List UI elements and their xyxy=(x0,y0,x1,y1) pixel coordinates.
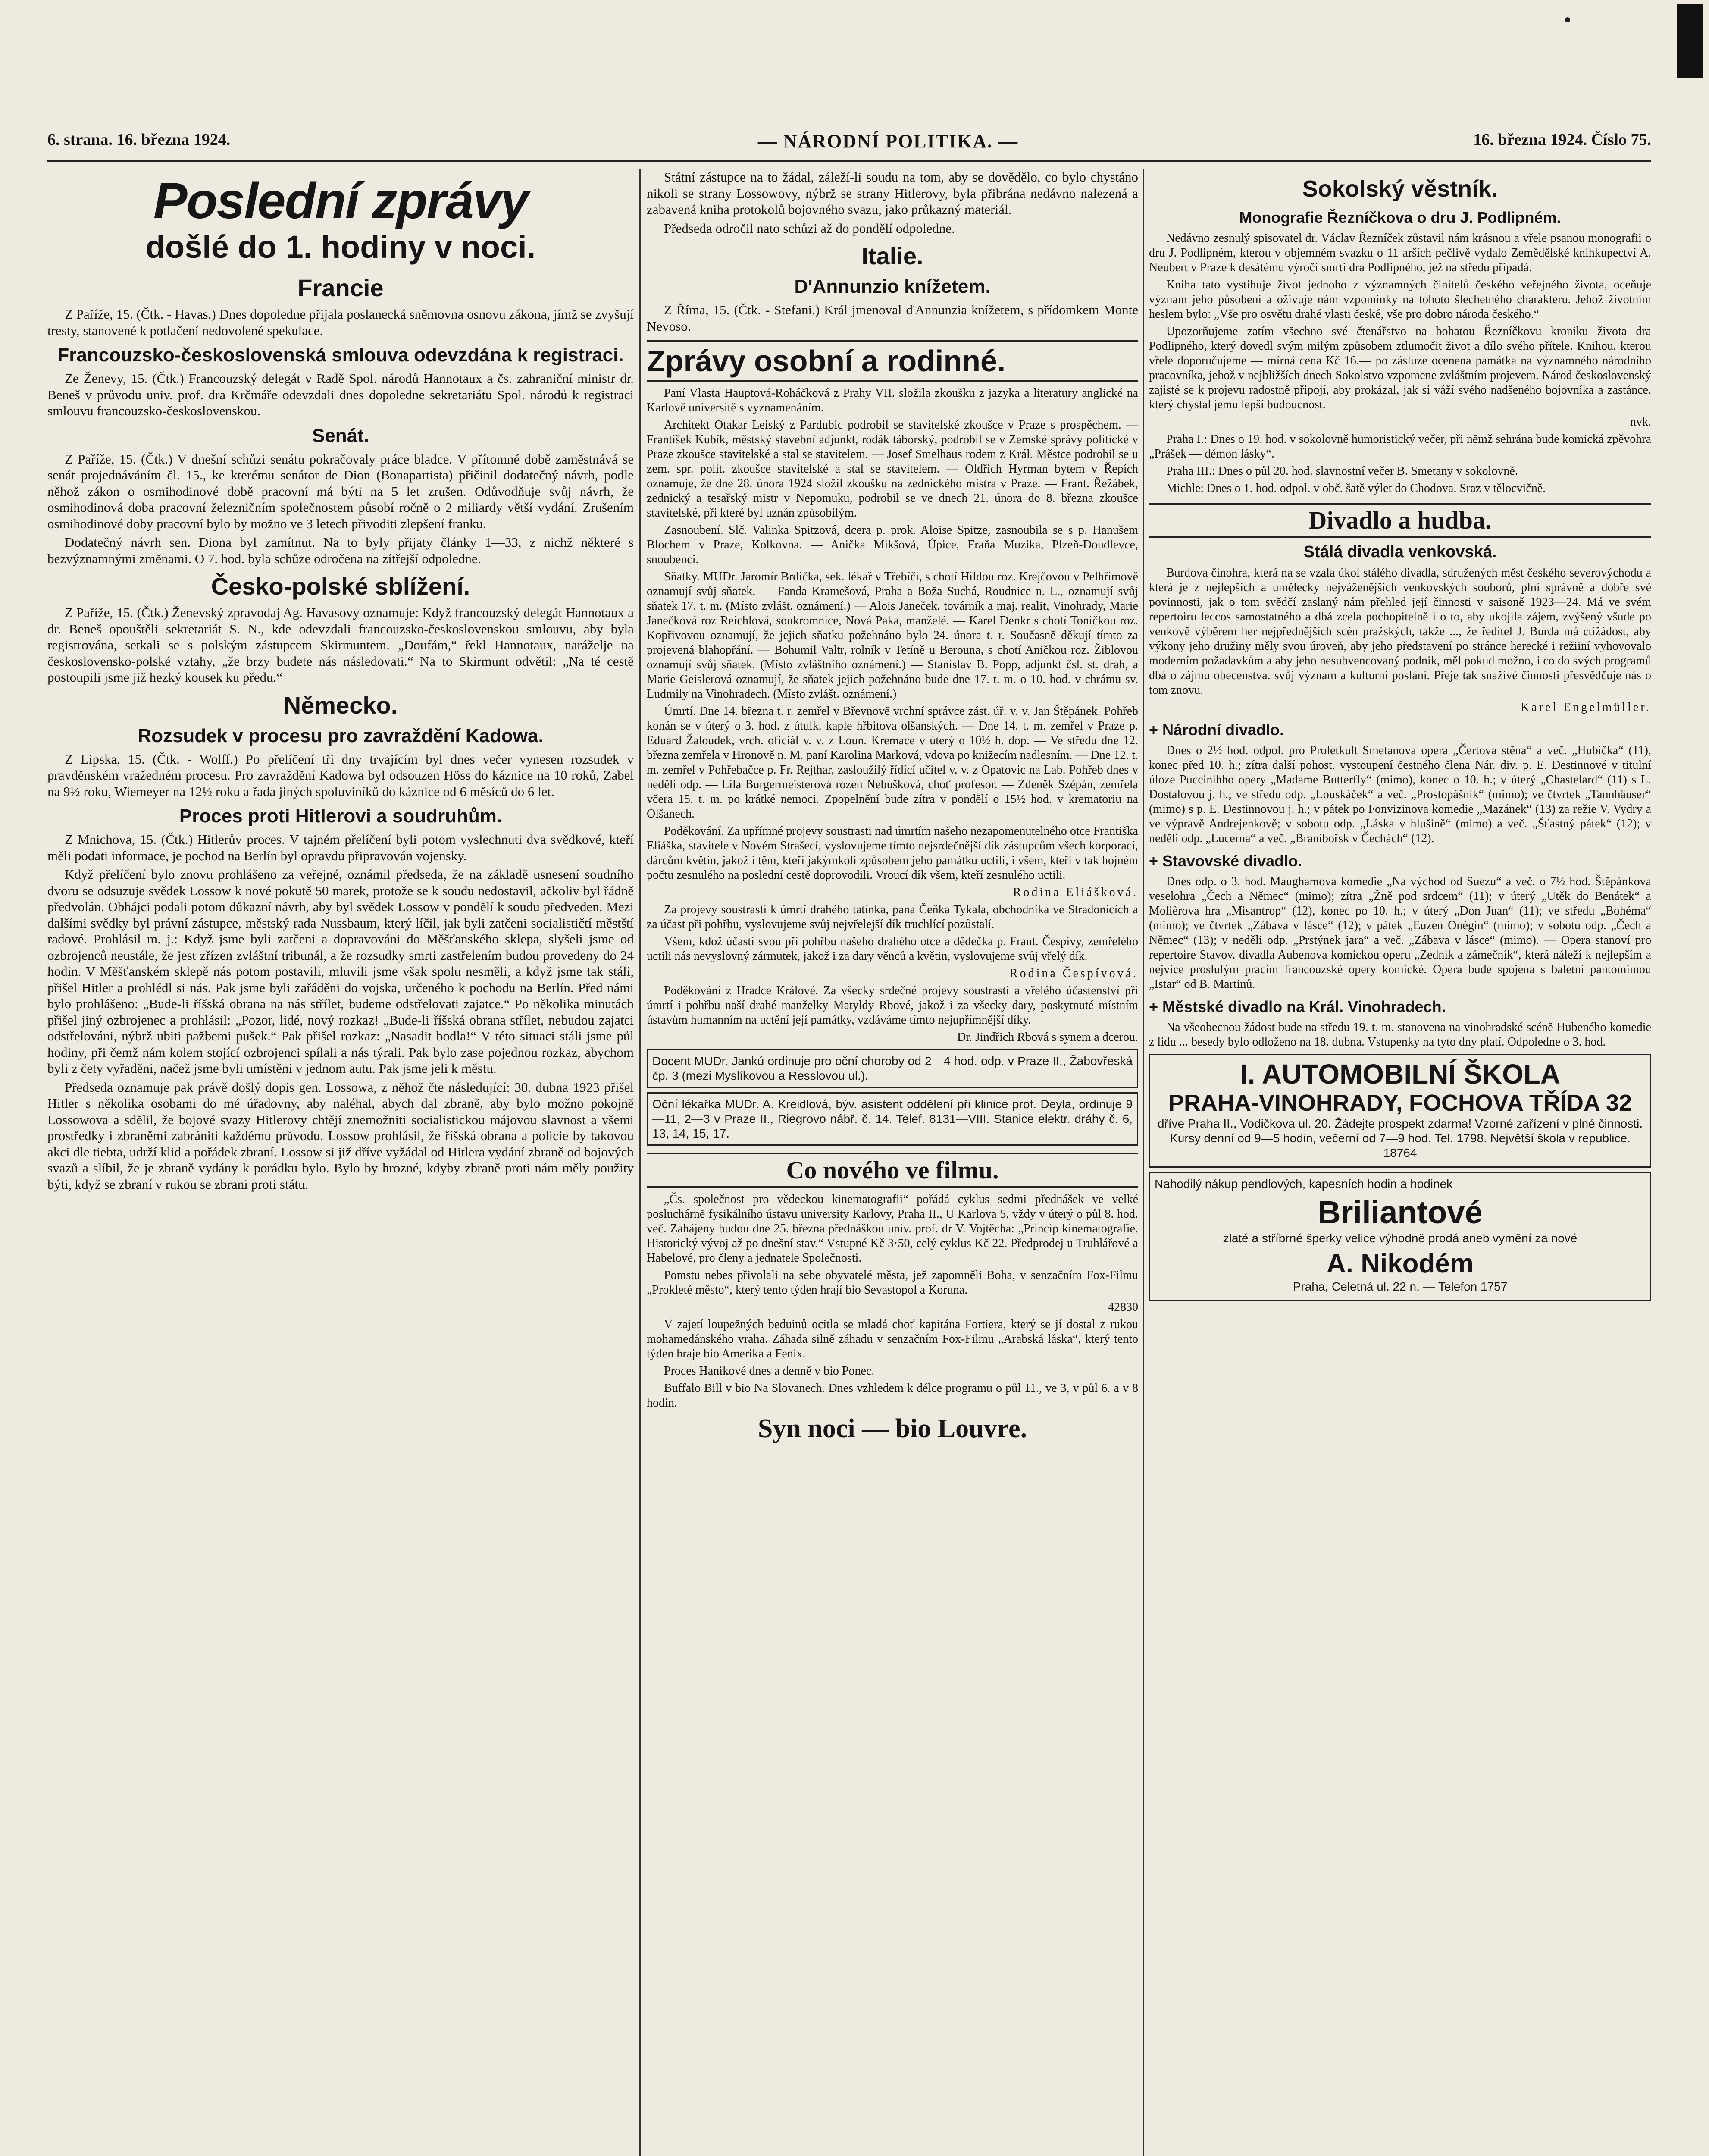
article-paragraph: Předseda oznamuje pak právě došlý dopis gen. Lossowa, z něhož čte následující: 30. dubna 1923 přišel Hitler s několika osobami do mé úřadovny, aby naléhal, abych dal zbraně, aby bylo možno pokojně Lossowova a sdělil, že bojové svazy Hitlerovy chtějí znemožniti socialistickou májovou slavnost a všemi prostředky i zbraněmi zabrániti každému průvodu. Lossow prohlásil, že říšská obrana a policie by takovou akci dle tiebta, udrží klid a pořádek zbraní. Lossow si již dříve vyžádal od Hitlera vydání zbraně od bojových svazů a slíbil, že je zbraně vydány k porádku bylo. Bylo by hrozné, kdyby zbraně proti nám měly použity býti, když se zbraní v rukou se zbrani proti státu. xyxy=(47,1079,634,1192)
page-header xyxy=(47,126,1651,162)
main-heading: Poslední zprávy xyxy=(153,172,528,229)
article-heading-dannunzio: D'Annunzio knížetem. xyxy=(794,276,991,297)
article-paragraph: Na všeobecnou žádost bude na středu 19. t. m. stanovena na vinohradské scéně Hubeného komedie z lidu ... besedy bylo odloženo na 18. dubna. Vstupenky na tyto dny platí. Odpoledne o 3. hod. xyxy=(1149,1021,1651,1049)
article-paragraph: Architekt Otakar Leiský z Pardubic podrobil se stavitelské zkoušce v Praze s prospěchem. — František Kubík, městský stavební adjunkt, rodák táborský, podrobil se v Zemské správy politické v Praze zkoušce stavitelské a stal se stavitelem. — Josef Smelhaus rodem z Král. Městce podrobil se u zem. spr. polit. zkoušce stavitelské a stal se stavitelem. — Oldřich Hyrman bytem v Řepích oznamuje, že dne 28. února 1924 složil zkoušku na zednického mistra v Praze. — Frant. Řežábek, zednický a tesařský mistr v Nepomuku, podrobil se ve dnech 21. února do 8. března zkoušce stavitelské, při které byl uznán způsobilým. xyxy=(647,418,1138,520)
article-paragraph: Z Říma, 15. (Čtk. - Stefani.) Král jmenoval d'Annunzia knížetem, s přídomkem Monte Nevoso. xyxy=(647,302,1138,334)
article-paragraph: Za projevy soustrasti k úmrtí drahého tatínka, pana Čeňka Tykala, obchodníka ve Stradonicích a za účast při pohřbu, vyslovujeme svůj nejvřelejší dík truchlící pozůstalí. xyxy=(647,903,1138,931)
article-paragraph: Dnes odp. o 3. hod. Maughamova komedie „Na východ od Suezu“ a več. o 7½ hod. Štěpánkova veselohra „Čech a Němec“ (mimo); zítra „Žně pod srdcem“ (11); v úterý „Utěk do Benátek“ a Molièrova hra „Misantrop“ (12), konec po 10. h.; v úterý „Don Juan“ (11); ve středu „Bohéma“ (mimo); ve čtvrtek „Zábava v lásce“ (12); v pátek „Euzen Onégin“ (mimo); v sobotu odp. „Čech a Němec“ (13); v neděli odp. „Prstýnek jara“ a več. „Zábava v lásce“ (mimo). — Opera stanoví pro repertoire Stavov. divadla Aubenova komickou operu „Zednik a zámečník“, která náleží k nejlepším a nejvíce proslulým pracím francouzské opery komické. Opera bude spojena s baletní pantomimou „Istar“ od B. Martinů. xyxy=(1149,875,1651,991)
ad-jeweller-address: Praha, Celetná ul. 22 n. — Telefon 1757 xyxy=(1293,1280,1508,1293)
article-heading-senate: Senát. xyxy=(312,425,369,446)
ad-louvre: Syn noci — bio Louvre. xyxy=(757,1414,1027,1443)
article-paragraph: Poděkování. Za upřímné projevy soustrasti nad úmrtím našeho nezapomenutelného otce Františka Eliáška, stavitele v Novém Strašecí, vyslovujeme tímto nejsrdečnější dík zástupcům všech korporací, dárcům květin, jakož i těm, kteří jakýmkoli způsobem jeho památku uctili, i všem, kteří v tak hojném počtu zesnulého na poslední cestě doprovodili. Vroucí dík všem, kteří zesnulého uctili. xyxy=(647,824,1138,882)
signature: Dr. Jindřich Rbová s synem a dcerou. xyxy=(957,1031,1138,1044)
article-heading-monograph: Monografie Řezníčkova o dru J. Podlipném. xyxy=(1239,209,1561,226)
article-paragraph: „Čs. společnost pro vědeckou kinematografii“ pořádá cyklus sedmi přednášek ve velké posluchárně fysikálního ústavu university Karlovy, Praha II., U Karlova 5, vždy v úterý o půl 8. hod. več. Zahájeny budou dne 25. března přednáškou univ. prof. dr V. Vojtěcha: „Princip kinematografie. Historický vývoj až po dnešní stav.“ Vstupné Kč 3·50, celý cyklus Kč 22. Předprodej u Truhlářové a Habelové, pro členy a jednatele Společnosti. xyxy=(647,1193,1138,1265)
article-paragraph: Když přelíčení bylo znovu prohlášeno za veřejné, oznámil předseda, že na základě usnesení soudního dvoru se odsuzuje svědek Lossow k nové pokutě 50 marek, protože se k soudu nedostavil, ačkoliv byl řádně předvolán. Obhájci podali potom důkazní návrh, aby byl svědek Lossow v pondělí k soudu předveden. Mezi dalšími svědky byl právní zástupce, městský rada Nussbaum, který líčil, jak byli zatčeni socialističtí městští radové. Prohlásil m. j.: Když jsme byli zatčeni a dopravováni do Měšťanského sklepa, slyšeli jsme od ozbrojenců neustále, že jest zřízen zvláštní tribunál, a že rozsudky smrti zastřelením budou provedeny do 24 hodin. V Měšťanském sklepě nás potom postavili, mluvili jsme však spolu nesměli, a když jsme tak stáli, přišel Hitler a prohlédl si nás. Pak jsme byli zařáděni do vojska, určeného k pochodu na Berlín. Před námi bylo prohlášeno: „Bude-li říšská obrana na nás střílet, budeme odstřelovati zajatce.“ Po několika minutách přišel jiný ozbrojenec a prohlásil: „Pozor, lidé, nový rozkaz! „Bude-li říšská obrana střílet, nebudou zajatci odstřelováni, nýbrž ubiti pažbemi pušek.“ Pak přišel rozkaz: „Nasadit bodla!“ V této situaci stáli jsme půl hodiny, při čemž nám kolem stojící ozbrojenci spílali a nás týrali. Pak bylo zase pojednou rozkaz, abychom byli z čety vyřaděni, načež jsme byli umístěni v jednom autu. Pak jsme jeli k městu. xyxy=(47,867,634,1076)
article-paragraph: Sňatky. MUDr. Jaromír Brdička, sek. lékař v Třebíči, s chotí Hildou roz. Krejčovou v Pelhřimově oznamují svůj sňatek. — Fanda Kramešová, Praha a Boža Suchá, Roudnice n. L., oznamují svůj sňatek 17. t. m. (Místo zvlášt. oznámení.) — Alois Janeček, továrník a maj. realit, Vinohrady, Marie Janečková roz Reichlová, soukromnice, Nová Paka, manželé. — Karel Denkr s chotí Toničkou roz. Kopřivovou oznamují, že jejich sňatku požehnáno bylo 24. února t. r. Současně děkují tímto za projevená blahopřání. — Bohumil Valtr, rolník v Tetíně u Berouna, s chotí Aničkou roz. Žiblovou oznamují svůj sňatek. (Místo zvláštního oznámení.) — Stanislav B. Popp, adjunkt čsl. st. drah, a Marie Geislerová oznamují, že sňatek jejich požehnáno bude dne 17. t. m. o 10. hod. v chrámu sv. Ludmily na Vinohradech. (Místo zvlášt. oznámení.) xyxy=(647,570,1138,701)
article-paragraph: Z Lipska, 15. (Čtk. - Wolff.) Po přelíčení tři dny trvajícím byl dnes večer vynesen rozsudek v pravděnském vražedném procesu. Pro zavraždění Kadowa byl odsouzen Höss do káznice na 10 roků, Zabel na 9½ roku, Wiemeyer na 12½ roku a řada jiných spoluviníků do káznice od 6 měsíců do 6 let. xyxy=(47,751,634,799)
section-heading-personal: Zprávy osobní a rodinné. xyxy=(647,340,1138,382)
article-paragraph: Státní zástupce na to žádal, záleží-li soudu na tom, aby se dovědělo, co bylo chystáno nikoli se strany Lossowovy, nýbrž se strany Hitlerovy, byla přibrána nedávno nalezená a zabavená kniha protokolů bojovného svazu, jako průkazný materiál. xyxy=(647,169,1138,217)
signature: nvk. xyxy=(1630,415,1651,429)
scan-dot-mark xyxy=(1565,17,1570,22)
column-latest-news xyxy=(47,169,634,2156)
column-sokol-theatre xyxy=(1149,169,1651,2156)
article-heading-kadow: Rozsudek v procesu pro zavraždění Kadowa. xyxy=(138,725,544,746)
article-paragraph: Z Mnichova, 15. (Čtk.) Hitlerův proces. V tajném přelíčení byli potom vyslechnuti dva svědkové, kteří měli podati informace, je pochod na Berlín byl opravdu připravován vojensky. xyxy=(47,832,634,863)
article-heading-estates-theatre: + Stavovské divadlo. xyxy=(1149,852,1302,870)
article-paragraph: Poděkování z Hradce Králové. Za všecky srdečné projevy soustrasti a vřelého účastenství při úmrtí i pohřbu naší drahé manželky Matyldy Rbové, jakož i za všecky dary, poskytnuté místním ústavům humanním na uctění její památky, vzdáváme tímto nejupřímnější díky. xyxy=(647,984,1138,1027)
article-paragraph: Z Paříže, 15. (Čtk.) V dnešní schůzi senátu pokračovaly práce bladce. V přítomné době zaměstnává se senát projednáváním čl. 15., ke kterému senátor de Dion (Bonapartista) přičinil dodatečný návrh, podle něhož zákon o osmihodinové době pracovní má býti na 5 let zrušen. Odůvodňuje svůj návrh, že osmihodinová doba pracovní železničním společnostem působí ročně o 2 miliardy větší vydání. Zrušením osmihodinové doby pracovní bylo by možno ve 3 letech přivoditi zlepšení franku. xyxy=(47,451,634,531)
section-heading-italy: Italie. xyxy=(861,242,923,270)
article-paragraph: Paní Vlasta Hauptová-Roháčková z Prahy VII. složila zkoušku z jazyka a literatury anglické na Karlově universitě s vyznamenáním. xyxy=(647,386,1138,414)
section-heading-france: Francie xyxy=(297,274,384,301)
column-rule xyxy=(1143,169,1144,2156)
column-italy-personal-film xyxy=(647,169,1138,2156)
ad-code: 42830 xyxy=(1108,1300,1138,1314)
ad-driving-school-title: I. AUTOMOBILNÍ ŠKOLA xyxy=(1239,1059,1561,1090)
article-heading-hitler: Proces proti Hitlerovi a soudruhům. xyxy=(179,805,502,827)
ad-jeweller-name: A. Nikodém xyxy=(1326,1249,1474,1279)
ad-jeweller-text: zlaté a stříbrné šperky velice výhodně prodá aneb vymění za nové xyxy=(1223,1232,1578,1245)
article-heading-czech-polish: Česko-polské sblížení. xyxy=(211,573,470,600)
ad-driving-school-text: dříve Praha II., Vodičkova ul. 20. Žádejte prospekt zdarma! Vzorné zařízení v plné činnosti. Kursy denní od 9—5 hodin, večerní od 7—9 hod. Tel. 1798. Největší škola v republice. 18764 xyxy=(1157,1117,1643,1159)
article-heading-vinohrady-theatre: + Městské divadlo na Král. Vinohradech. xyxy=(1149,998,1446,1015)
article-heading-regional-theatres: Stálá divadla venkovská. xyxy=(1303,543,1497,561)
main-subheading: došlé do 1. hodiny v noci. xyxy=(145,229,536,265)
signature: Rodina Eliášková. xyxy=(1013,886,1138,899)
article-paragraph: Dnes o 2½ hod. odpol. pro Proletkult Smetanova opera „Čertova stěna“ a več. „Hubička“ (11), konec před 10. h.; zítra další pohost. vystoupení čestného člena Nár. div. p. E. Destinnové v titulní úloze Puccinihho opery „Madame Butterfly“ (mimo), konec o 10. h.; v úterý „Chastelard“ (11) s L. Dostalovou j. h.; ve středu odp. „Louskáček“ a več. „Prostopášník“ (mimo); ve čtvrtek „Tannhäuser“ (mimo) s p. E. Destinnovou j. h.; v pátek po Fonvizinova komedie „Mazánek“ (13) za režie V. Vydry a ve výpravě Andrejenkově; v sobotu odp. „Láska v hlušině“ (mimo) a več. „Šťastný pátek“ (12); v neděli odp. „Lucerna“ a več. „Branibořsk v Čechách“ (12). xyxy=(1149,744,1651,845)
article-heading-treaty: Francouzsko-československá smlouva odevzdána k registraci. xyxy=(57,345,624,366)
article-paragraph: Dodatečný návrh sen. Diona byl zamítnut. Na to byly přijaty články 1—33, z nichž některé s bezvýznamnými změnami. O 7. hod. byla schůze odročena na zítřejší odpoledne. xyxy=(47,535,634,566)
article-paragraph: Burdova činohra, která na se vzala úkol stálého divadla, sdružených měst českého severovýchodu a která je z nejlepších a umělecky nejváženějších venkovských souborů, plní správně a dobře své povinnosti, jak o tom svědčí zaslaný nám přehled její činnosti v saisoně 1923—24. Má ve svém repertoiru leccos samostatného a dbá zcela pochopitelně i o to, aby ukojila zájem, zvýšený všude po venkově výběrem her nejpřednějších scén pražských, takže ..., že ředitel J. Burda má ctižádost, aby výkony jeho družiny měly svou úroveň, aby jeho představení po stránce herecké i režiiní vyhovovalo moderním požadavkům a aby jeho nesubvencovaný podnik, měl pokud možno, i co do svých programů dbá o zájmu obecenstva. svůj význam a kulturní poslání. Přeje tak snažívé činnosti přesvědčuje nás o tom znovu. xyxy=(1149,566,1651,697)
article-paragraph: Praha III.: Dnes o půl 20. hod. slavnostní večer B. Smetany v sokolovně. xyxy=(1166,464,1518,478)
ad-driving-school-address: PRAHA-VINOHRADY, FOCHOVA TŘÍDA 32 xyxy=(1168,1090,1632,1116)
article-paragraph: Nedávno zesnulý spisovatel dr. Václav Řezníček zůstavil nám krásnou a vřele psanou monografii o dru J. Podlipném, kterou v objemném svazku o 11 arších pečlivě vydalo Zemědělské knihkupectví A. Neubert v Praze k desátému výročí smrti dra Podlipného, jež na středu připadá. xyxy=(1149,232,1651,274)
article-heading-national-theatre: + Národní divadlo. xyxy=(1149,721,1284,739)
article-paragraph: Ze Ženevy, 15. (Čtk.) Francouzský delegát v Radě Spol. národů Hannotaux a čs. zahraniční ministr dr. Beneš v průvodu univ. prof. dra Krčmáře odevzdali dnes dopoledne sekretariátu Spol. národů k registraci smlouvu francouzsko-československou. xyxy=(47,371,634,418)
section-heading-theatre: Divadlo a hudba. xyxy=(1149,503,1651,538)
article-paragraph: Z Paříže, 15. (Čtk.) Ženevský zpravodaj Ag. Havasovy oznamuje: Když francouzský delegát Hannotaux a dr. Beneš opouštěli sekretariát S. N., kde odevzdali francouzsko-československou smlouvu, aby byla registrována, setkali se s polským zástupcem Skirmuntem. „Doufám,“ řekl Hannotaux, naráželje na československo-polské vztahy, „že brzy budete nás následovati.“ Na to Skirmunt odvětil: „Na té cestě postoupili jsme již hezký kousek ku předu.“ xyxy=(47,605,634,685)
section-heading-film: Co nového ve filmu. xyxy=(647,1153,1138,1188)
section-heading-germany: Německo. xyxy=(283,691,398,719)
ad-docent: Docent MUDr. Jankú ordinuje pro oční choroby od 2—4 hod. odp. v Praze II., Žabovřeská čp. 3 (mezi Myslíkovou a Resslovou ul.). xyxy=(647,1049,1138,1088)
header-page-date: 6. strana. 16. března 1924. xyxy=(47,131,231,149)
article-paragraph: Michle: Dnes o 1. hod. odpol. v obč. šatě výlet do Chodova. Sraz v tělocvičně. xyxy=(1166,482,1546,495)
signature: Karel Engelmüller. xyxy=(1520,701,1651,714)
article-paragraph: Upozorňujeme zatím všechno své čtenářstvo na bohatou Řezníčkovu kroniku života dra Podlipného, který dovedl svým milým způsobem ztlumočit život a dílo svého přítele. Knihou, kterou vřele doporučujeme — mírná cena Kč 16.— po zásluze ocenena památka na významného národního pracovníka, jehož v nejbližších dnech Sokolstvo vzpomene zvláštním projevem. Národ československý zajisté se k projevu radostně připojí, aby prokázal, jak si váží svého nadšeného bojovníka a zastánce, který chystal jemu lepší budoucnost. xyxy=(1149,325,1651,411)
article-paragraph: Proces Hanikové dnes a denně v bio Ponec. xyxy=(664,1364,875,1378)
header-issue: 16. března 1924. Číslo 75. xyxy=(1473,131,1651,149)
article-paragraph: Buffalo Bill v bio Na Slovanech. Dnes vzhledem k délce programu o půl 11., ve 3, v půl 6. a v 8 hodin. xyxy=(647,1382,1138,1410)
article-paragraph: Pomstu nebes přivolali na sebe obyvatelé města, jež zapomněli Boha, v senzačním Fox-Filmu „Prokleté město“, který tento týden hrají bio Sevastopol a Koruna. xyxy=(647,1269,1138,1297)
article-paragraph: Z Paříže, 15. (Čtk. - Havas.) Dnes dopoledne přijala poslanecká sněmovna osnovu zákona, jímž se zvyšují tresty, stanovené k potlačení nedovolené spekulace. xyxy=(47,307,634,338)
ad-eye-doctor: Oční lékařka MUDr. A. Kreidlová, býv. asistent oddělení při klinice prof. Deyla, ordinuje 9—11, 2—3 v Praze II., Riegrovo nábř. č. 14. Telef. 8131—VIII. Stanice elektr. dráhy č. 6, 13, 14, 15, 17. xyxy=(647,1092,1138,1146)
article-paragraph: Praha I.: Dnes o 19. hod. v sokolovně humoristický večer, při němž sehrána bude komická zpěvohra „Prášek — démon lásky“. xyxy=(1149,432,1651,461)
ad-driving-school xyxy=(1149,1054,1651,1168)
scan-edge-mark xyxy=(1677,4,1703,78)
column-rule xyxy=(639,169,641,2156)
ad-jeweller xyxy=(1149,1172,1651,1301)
ad-jeweller-intro: Nahodilý nákup pendlových, kapesních hodin a hodinek xyxy=(1155,1177,1453,1191)
article-paragraph: V zajetí loupežných beduinů ocitla se mladá choť kapitána Fortiera, který se jí dostal z rukou mohamedánského vraha. Záhada silně záhadu v senzačním Fox-Filmu „Arabská láska“, který tento týden hraje bio Amerika a Fenix. xyxy=(647,1318,1138,1360)
ad-jeweller-title: Briliantové xyxy=(1318,1194,1483,1230)
article-paragraph: Kniha tato vystihuje život jednoho z významných činitelů českého veřejného života, oceňuje význam jeho působení a oživuje nám vzpomínky na tohoto šlechetného charakteru. Jehož životním heslem bylo: „Vše pro osvětu drahé vlasti české, vše pro dobro národa českého.“ xyxy=(1149,278,1651,321)
article-paragraph: Úmrtí. Dne 14. března t. r. zemřel v Břevnově vrchní správce zást. úř. v. v. Jan Štěpánek. Pohřeb konán se v úterý o 3. hod. z útulk. kaple hřbitova olšanských. — Dne 14. t. m. zemřel v Praze p. Eduard Žaloudek, vrch. oficiál v. v. z Loun. Kremace v úterý o 10½ h. dop. — Ve středu dne 12. března zemřela v Hronově n. M. paní Karolina Marková, vdova po knižecím nadlesním. — Dne 12. t. m. zemřel v Pohřebačce p. Fr. Rejthar, zasloužilý řídící učitel v. v. z Opatovic na Lab. Pohřeb dnes v neděli odp. — Lila Burgermeisterová rozen Nebušková, choť profesor. — Zdeněk Szépán, zemřela včera 15. t. m. po krátké nemoci. Zpopelnění bude zítra v pondělí o 15½ hod. v krematoriu na Olšanech. xyxy=(647,705,1138,821)
article-paragraph: Zasnoubení. Slč. Valinka Spitzová, dcera p. prok. Aloise Spitze, zasnoubila se s p. Hanušem Blochem v Praze, Kolkovna. — Anička Mikšová, Úpice, Fraňa Muzika, Plzeň-Doudlevce, snoubenci. xyxy=(647,523,1138,566)
section-heading-sokol: Sokolský věstník. xyxy=(1302,176,1498,202)
article-paragraph: Předseda odročil nato schůzi až do pondělí odpoledne. xyxy=(664,220,955,236)
signature: Rodina Čespívová. xyxy=(1009,967,1138,980)
article-paragraph: Všem, kdož účastí svou při pohřbu našeho drahého otce a dědečka p. Frant. Čespívy, zemřelého uctili nás nevyslovný zármutek, jakož i za dary věnců a květin, vyslovujeme svůj vřelý dík. xyxy=(647,935,1138,963)
header-masthead: — NÁRODNÍ POLITIKA. — xyxy=(757,131,1019,152)
